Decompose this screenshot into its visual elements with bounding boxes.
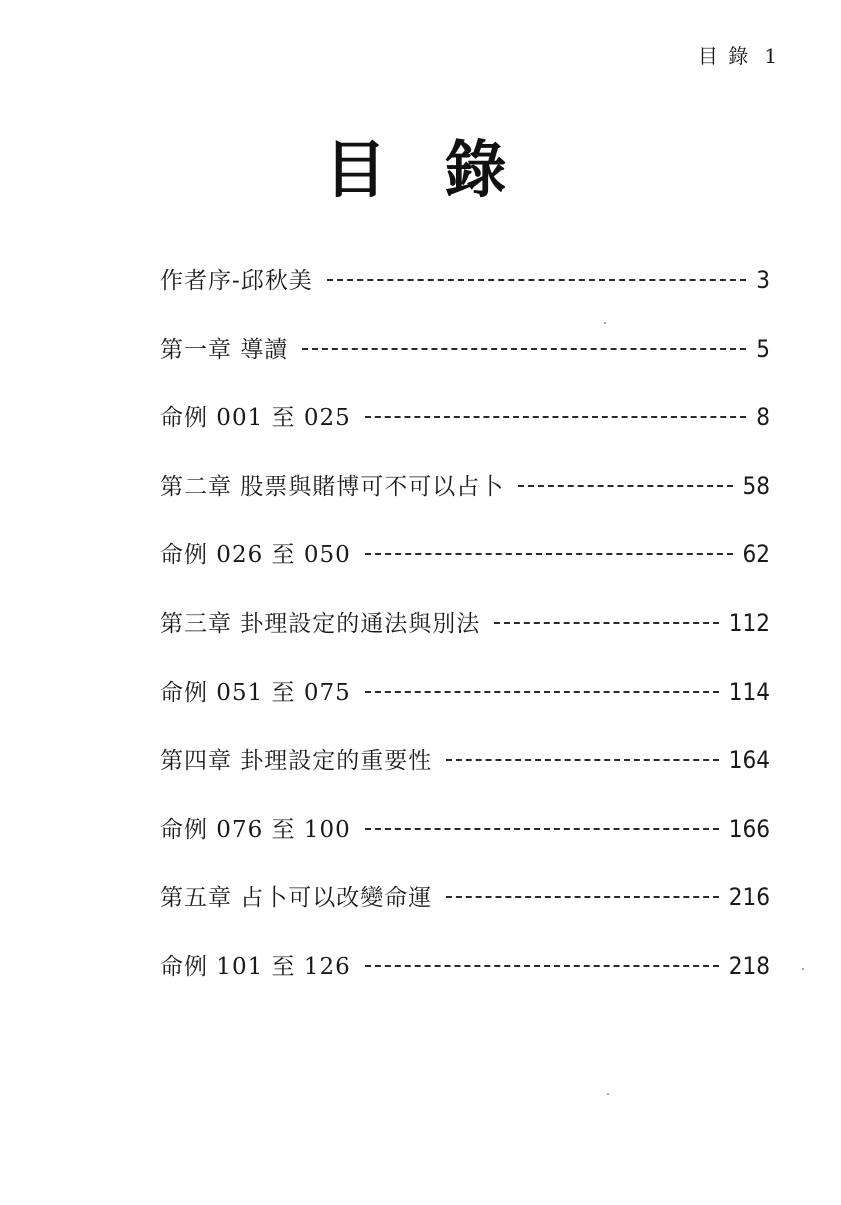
dotted-leader	[302, 348, 746, 350]
toc-entry-page: 114	[728, 677, 770, 706]
page-title-char-2: 錄	[444, 133, 517, 206]
dotted-leader	[365, 691, 719, 693]
toc-entry-chapter-4[interactable]	[160, 742, 770, 811]
toc-entry-chapter-3[interactable]	[160, 605, 770, 674]
dotted-leader	[327, 279, 746, 281]
toc-entry-page: 112	[728, 608, 770, 637]
toc-entry-label: 第三章 卦理設定的通法與別法	[160, 610, 481, 637]
toc-entry-page: 58	[742, 471, 770, 500]
toc-entry-cases-001-025[interactable]	[160, 399, 770, 468]
toc-entry-label: 第二章 股票與賭博可不可以占卜	[160, 473, 505, 500]
toc-entry-label: 第四章 卦理設定的重要性	[160, 748, 433, 775]
toc-entry-preface[interactable]	[160, 262, 770, 331]
scan-speck	[607, 1093, 609, 1095]
toc-entry-label: 命例 101 至 126	[160, 953, 351, 980]
running-header	[698, 40, 779, 69]
dotted-leader	[446, 759, 718, 761]
dotted-leader	[494, 622, 718, 624]
toc-entry-label: 命例 001 至 025	[160, 405, 351, 432]
toc-entry-page: 62	[742, 540, 770, 569]
toc-entry-page: 5	[756, 334, 770, 363]
toc-entry-cases-051-075[interactable]	[160, 674, 770, 743]
running-header-label: 目 錄	[697, 44, 751, 68]
scan-speck	[604, 322, 606, 324]
toc-entry-chapter-1[interactable]	[160, 331, 770, 400]
running-header-page-number: 1	[764, 44, 779, 68]
toc-entry-page: 216	[728, 883, 770, 912]
toc-entry-page: 218	[728, 951, 770, 980]
toc-entry-page: 8	[756, 403, 770, 432]
toc-entry-label: 命例 076 至 100	[160, 816, 351, 843]
toc-entry-page: 164	[728, 746, 770, 775]
toc-entry-cases-101-126[interactable]	[160, 948, 770, 1017]
toc-entry-page: 3	[756, 266, 770, 294]
toc-entry-chapter-5[interactable]	[160, 879, 770, 948]
toc-entry-label: 第一章 導讀	[160, 336, 289, 363]
page-title-char-1: 目	[324, 133, 397, 206]
table-of-contents	[160, 262, 770, 1017]
page-title	[0, 130, 841, 210]
scan-speck	[802, 968, 804, 970]
dotted-leader	[518, 485, 732, 487]
toc-entry-page: 166	[728, 814, 770, 843]
dotted-leader	[446, 896, 718, 898]
dotted-leader	[365, 828, 719, 830]
dotted-leader	[365, 553, 733, 555]
dotted-leader	[365, 965, 719, 967]
toc-entry-label: 命例 026 至 050	[160, 542, 351, 569]
toc-entry-chapter-2[interactable]	[160, 468, 770, 537]
toc-entry-cases-076-100[interactable]	[160, 811, 770, 880]
toc-entry-label: 第五章 占卜可以改變命運	[160, 885, 433, 912]
toc-entry-label: 作者序-邱秋美	[160, 268, 313, 294]
dotted-leader	[365, 416, 747, 418]
toc-entry-label: 命例 051 至 075	[160, 679, 351, 706]
toc-entry-cases-026-050[interactable]	[160, 536, 770, 605]
